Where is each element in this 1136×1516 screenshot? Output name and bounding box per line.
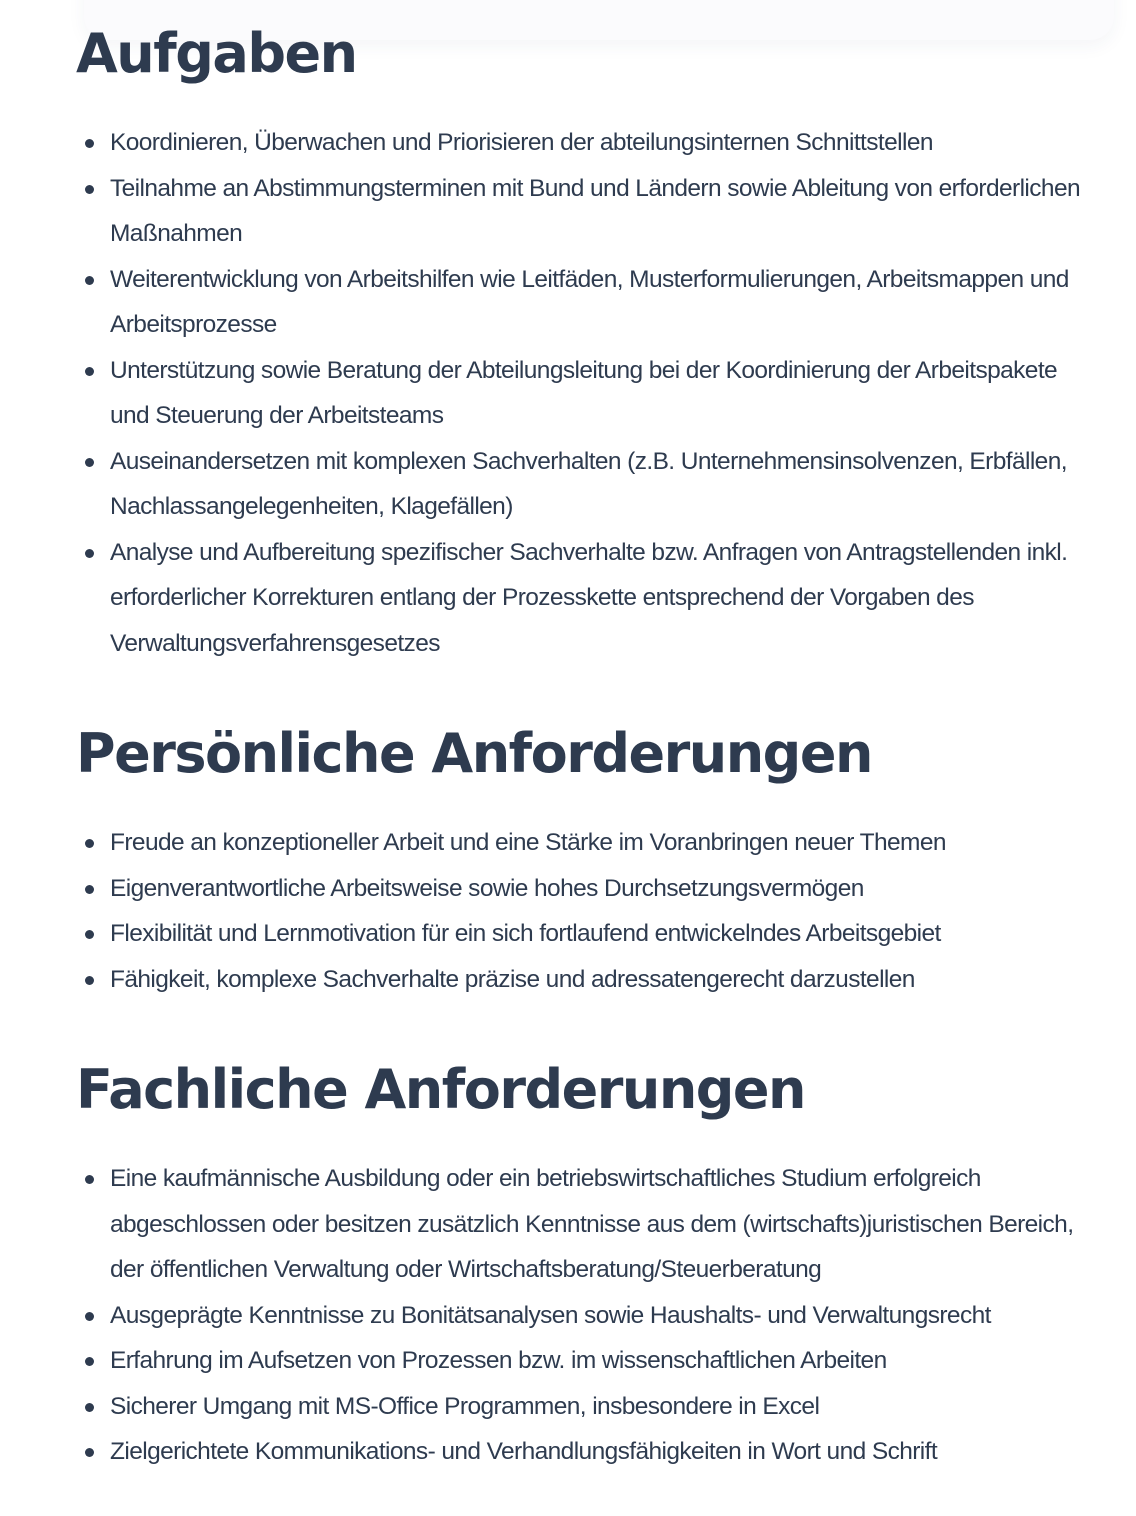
list-item: Teilnahme an Abstimmungsterminen mit Bund und Ländern sowie Ableitung von erforderlichen Maßnahmen bbox=[76, 166, 1086, 257]
section-title: Persönliche Anforderungen bbox=[76, 722, 872, 785]
task-list bbox=[76, 120, 1086, 666]
list-item: Eigenverantwortliche Arbeitsweise sowie hohes Durchsetzungsvermögen bbox=[76, 866, 1086, 912]
list-item: Fähigkeit, komplexe Sachverhalte präzise und adressatengerecht darzustellen bbox=[76, 957, 1086, 1003]
section-title: Fachliche Anforderungen bbox=[76, 1058, 805, 1121]
list-item: Ausgeprägte Kenntnisse zu Bonitätsanalysen sowie Haushalts- und Verwaltungsrecht bbox=[76, 1293, 1086, 1339]
list-item: Auseinandersetzen mit komplexen Sachverhalten (z.B. Unternehmensinsolvenzen, Erbfällen, Nachlassangelegenheiten, Klagefällen) bbox=[76, 439, 1086, 530]
list-item: Koordinieren, Überwachen und Priorisieren der abteilungsinternen Schnittstellen bbox=[76, 120, 1086, 166]
list-item: Analyse und Aufbereitung spezifischer Sachverhalte bzw. Anfragen von Antragstellenden inkl. erforderlicher Korrekturen entlang der Prozesskette entsprechend der Vorgaben des Verwaltungsverfahrensgesetzes bbox=[76, 530, 1086, 667]
section-persoenliche-anforderungen bbox=[76, 722, 1086, 1002]
list-item: Unterstützung sowie Beratung der Abteilungsleitung bei der Koordinierung der Arbeitspakete und Steuerung der Arbeitsteams bbox=[76, 348, 1086, 439]
list-item: Freude an konzeptioneller Arbeit und eine Stärke im Voranbringen neuer Themen bbox=[76, 820, 1086, 866]
list-item: Weiterentwicklung von Arbeitshilfen wie Leitfäden, Musterformulierungen, Arbeitsmappen und Arbeitsprozesse bbox=[76, 257, 1086, 348]
list-item: Zielgerichtete Kommunikations- und Verhandlungsfähigkeiten in Wort und Schrift bbox=[76, 1429, 1086, 1475]
list-item: Erfahrung im Aufsetzen von Prozessen bzw. im wissenschaftlichen Arbeiten bbox=[76, 1338, 1086, 1384]
list-item: Sicherer Umgang mit MS-Office Programmen, insbesondere in Excel bbox=[76, 1384, 1086, 1430]
section-aufgaben bbox=[76, 22, 1086, 666]
personal-requirements-list bbox=[76, 820, 1086, 1002]
professional-requirements-list bbox=[76, 1156, 1086, 1475]
list-item: Eine kaufmännische Ausbildung oder ein betriebswirtschaftliches Studium erfolgreich abgeschlossen oder besitzen zusätzlich Kenntnisse aus dem (wirtschafts)juristischen Bereich, der öffentlichen Verwaltung oder Wirtschaftsberatung/Steuerberatung bbox=[76, 1156, 1086, 1293]
section-fachliche-anforderungen bbox=[76, 1058, 1086, 1475]
section-title: Aufgaben bbox=[76, 22, 357, 85]
list-item: Flexibilität und Lernmotivation für ein sich fortlaufend entwickelndes Arbeitsgebiet bbox=[76, 911, 1086, 957]
